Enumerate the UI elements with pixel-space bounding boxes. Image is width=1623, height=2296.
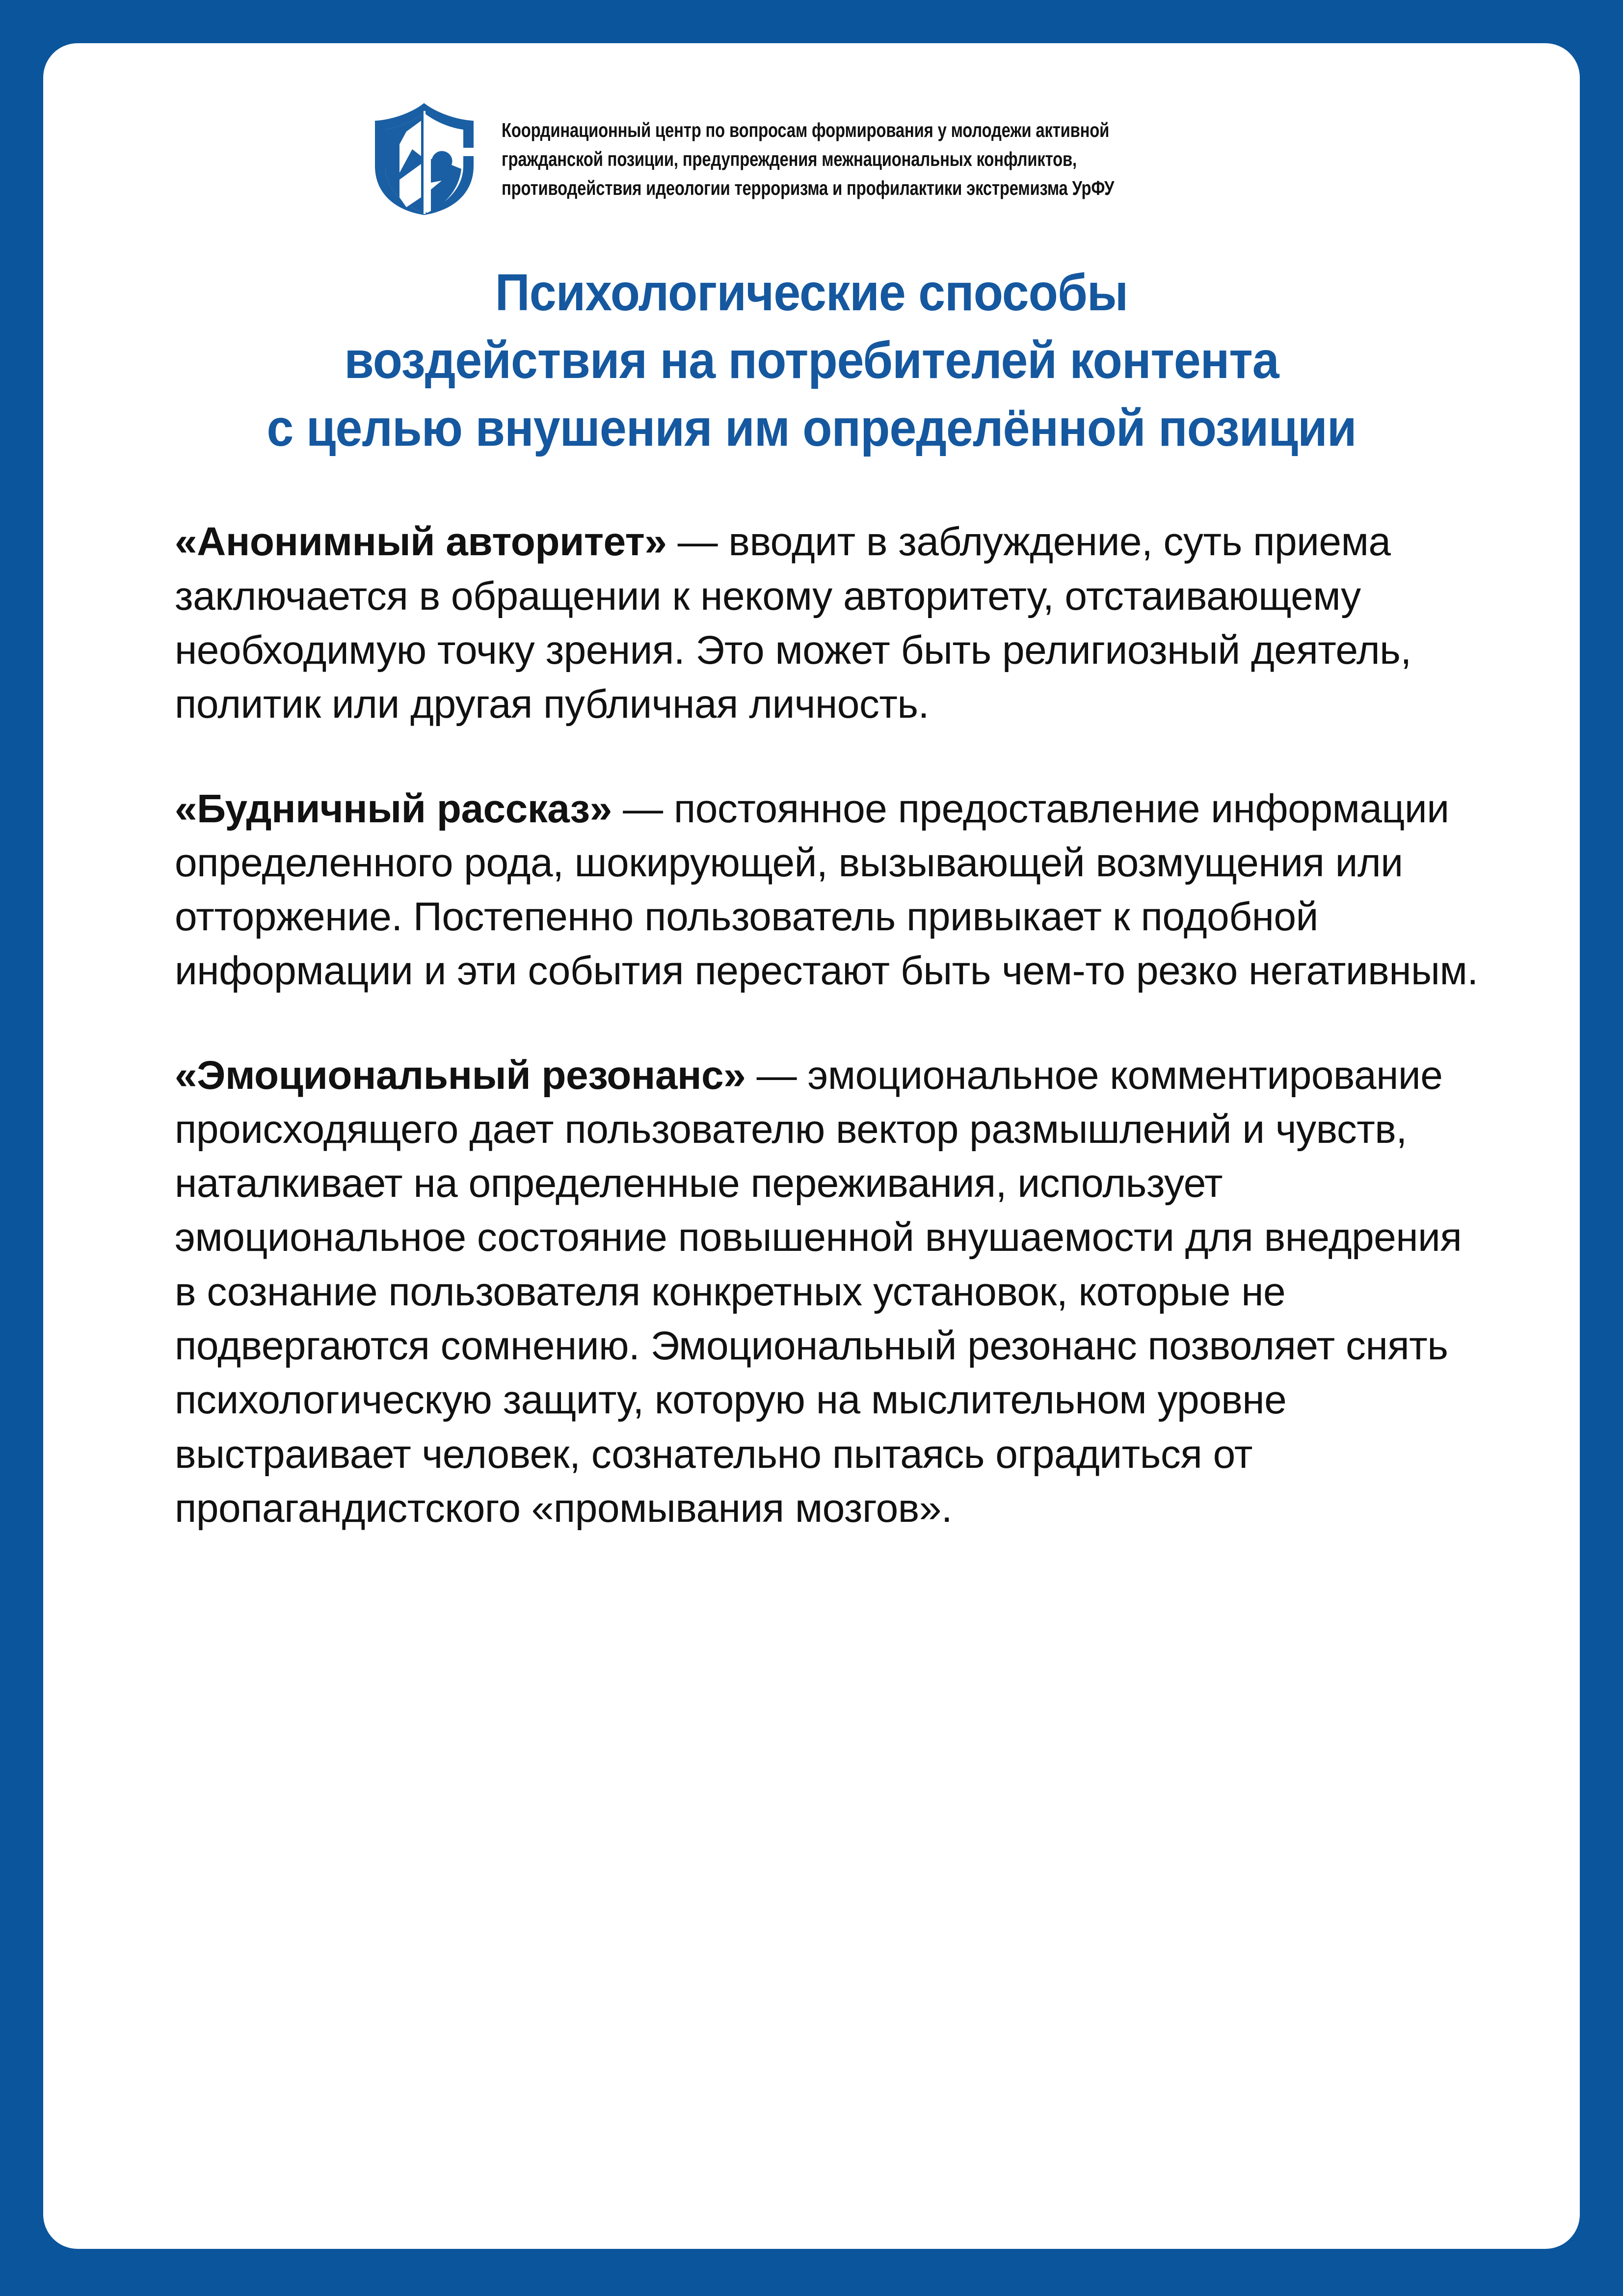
technique-paragraph [175,782,1491,999]
technique-dash: — [745,1053,808,1098]
technique-description: постоянное предоставление информации определенного рода, шокирующей, вызывающей возмущения или отторжение. Постепенно пользователь привыкает к подобной информации и эти события перестают быть чем-то резко негативным. [175,786,1478,994]
page-title-line-1: Психологические способы [495,264,1128,322]
page-title-line-3: с целью внушения им определённой позиции [266,399,1357,457]
technique-dash: — [612,786,674,831]
header [43,43,1580,215]
poster-card [43,43,1580,2249]
org-name [502,101,1267,203]
content-body [43,515,1580,1536]
technique-description: вводит в заблуждение, суть приема заключается в обращении к некому авторитету, отстаивающему необходимую точку зрения. Это может быть религиозный деятель, политик или другая публичная личность. [175,519,1411,727]
shield-dove-icon [370,101,482,215]
technique-description: эмоциональное комментирование происходящего дает пользователю вектор размышлений и чувств, наталкивает на определенные переживания, использует эмоциональное состояние повышенной внушаемости для внедрения в сознание пользователя конкретных установок, которые не подвергаются сомнению. Эмоциональный резонанс позволяет снять психологическую защиту, которую на мыслительном уровне выстраивает человек, сознательно пытаясь оградиться от пропагандистского «промывания мозгов». [175,1053,1462,1531]
page-title-line-2: воздействия на потребителей контента [344,331,1279,389]
page-title [43,259,1580,462]
technique-term: «Эмоциональный резонанс» [175,1053,746,1098]
technique-dash: — [666,519,729,565]
technique-paragraph [175,1049,1491,1536]
technique-term: «Будничный рассказ» [175,786,612,831]
org-name-line-3: противодействия идеологии терроризма и профилактики экстремизма УрФУ [502,177,1115,200]
technique-term: «Анонимный авторитет» [175,519,667,565]
org-name-line-2: гражданской позиции, предупреждения межнациональных конфликтов, [502,148,1077,171]
org-name-line-1: Координационный центр по вопросам формирования у молодежи активной [502,119,1110,141]
technique-paragraph [175,515,1491,731]
